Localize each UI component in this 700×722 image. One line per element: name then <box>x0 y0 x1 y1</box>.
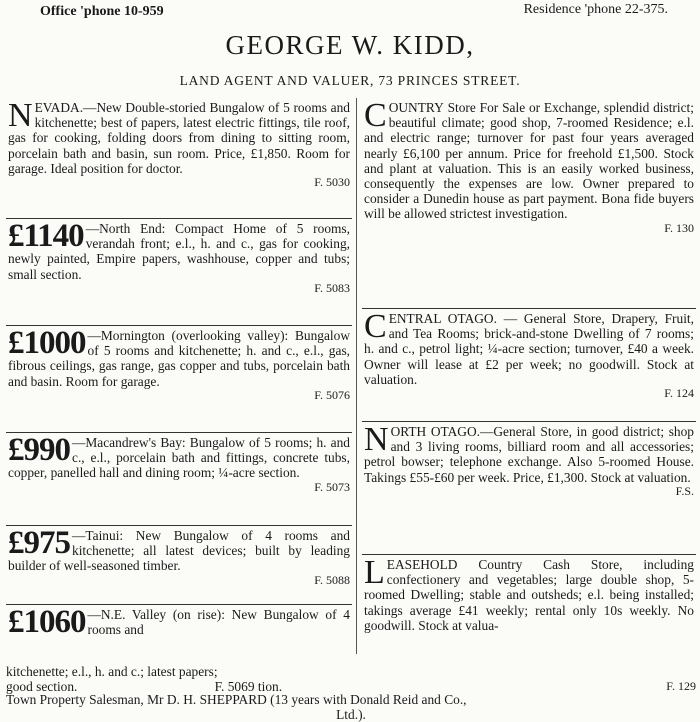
drop-cap: N <box>8 102 35 130</box>
listing-leasehold-store <box>362 555 696 669</box>
listing-body: —Macandrew's Bay: Bungalow of 5 rooms; h. and c., e.l., porcelain bath and fittings, concrete tubs, copper, panelled hall and dining room; ¼-acre section. <box>8 435 350 480</box>
listing-lead: EVADA. <box>35 100 83 115</box>
listing-price: £990 <box>8 435 72 465</box>
listing-body: —General Store, in good district; shop and 3 living rooms, billiard room and all accessories; petrol bowser; telephone exchange. Also 5-roomed House. Takings £55-£60 per week. Price, £1,300. Stock at valuation. <box>364 424 694 485</box>
right-column <box>362 98 696 669</box>
listing-body: — General Store, Drapery, Fruit, and Tea Rooms; brick-and-stone Dwelling of 7 rooms; h. and c., petrol light; ¼-acre section; turnover, £40 a week. Owner will lease at £2 per week; no goodwill. Stock at valuation. <box>364 311 694 387</box>
listing-ref: F. 130 <box>364 222 694 235</box>
listing-price: £975 <box>8 528 72 558</box>
listing-price: £1060 <box>8 607 88 637</box>
listing-ref: F. 5030 <box>8 176 350 189</box>
ne-valley-ref: F. 5069 <box>215 679 255 694</box>
listing-lead: ORTH OTAGO. <box>391 424 480 439</box>
listing-ref: F. 5083 <box>8 282 350 295</box>
agent-name: GEORGE W. KIDD, <box>0 30 700 61</box>
residence-phone: Residence 'phone 22-375. <box>524 2 668 18</box>
salesman-footer <box>6 693 696 722</box>
footer-line-1: Town Property Salesman, Mr D. H. SHEPPARD (13 years with Donald Reid and Co., <box>6 693 696 708</box>
leasehold-continued: tion. <box>258 679 282 694</box>
listing-macandrews-bay <box>6 433 352 526</box>
listing-ref: F. 5073 <box>8 481 350 494</box>
agent-subtitle: LAND AGENT AND VALUER, 73 PRINCES STREET. <box>0 73 700 89</box>
listing-north-end <box>6 219 352 326</box>
listing-continuations <box>6 664 696 694</box>
listing-body: —New Double-storied Bungalow of 5 rooms and kitchenette; best of papers, latest electric fittings, tile roof, gas for cooking, folding doors from dining to sitting room, porcelain bath and basin, sun room. Price, £1,850. Room for garage. Ideal position for doctor. <box>8 100 350 176</box>
listing-north-otago <box>362 422 696 555</box>
listing-body: —Mornington (overlooking valley): Bungalow of 5 rooms and kitchenette; h. and c., e.l., gas, fibrous ceilings, gas range, gas copper and tubs, porcelain bath and basin. Room for garage. <box>8 328 350 389</box>
listing-lead: OUNTRY <box>389 100 444 115</box>
drop-cap: C <box>364 313 389 341</box>
column-divider <box>356 98 357 654</box>
listing-body: Store For Sale or Exchange, splendid district; beautiful climate; good shop, 7-roomed Residence; e.l. and electric range; turnover for past four years averaged nearly £6,100 per annum. Price for freehold £1,500. Stock and plant at valuation. This is an easily worked business, consequently the expenses are low. Owner prepared to consider a Dunedin house as part payment. Bona fide buyers will be allowed strictest investigation. <box>364 100 694 221</box>
listing-country-store <box>362 98 696 309</box>
listing-nevada <box>6 98 352 219</box>
listing-ref: F. 5088 <box>8 574 350 587</box>
phone-header <box>0 2 700 24</box>
leasehold-ref: F. 129 <box>666 679 696 694</box>
listing-body: —N.E. Valley (on rise): New Bungalow of 4 rooms and <box>88 607 351 637</box>
listing-price: £1140 <box>8 221 86 251</box>
ne-valley-continued: kitchenette; e.l., h. and c.; latest papers; <box>6 664 218 679</box>
ne-valley-section: good section. <box>6 679 77 694</box>
listing-body: Country Cash Store, including confectionery and vegetables; large double shop, 5-roomed Dwelling; stable and outsheds; e.l. being installed; takings average £41 weekly; rental only 10s weekly. No goodwill. Stock at valua- <box>364 557 694 633</box>
listing-lead: EASEHOLD <box>387 557 458 572</box>
listing-central-otago <box>362 309 696 422</box>
listing-lead: ENTRAL OTAGO. <box>389 311 497 326</box>
listing-ref: F. 5076 <box>8 389 350 402</box>
listing-body: —North End: Compact Home of 5 rooms, verandah front; e.l., h. and c., gas for cooking, newly painted, Empire papers, washhouse, copper and tubs; small section. <box>8 221 350 282</box>
continuation-line-1 <box>6 664 696 679</box>
office-phone: Office 'phone 10-959 <box>40 4 164 20</box>
drop-cap: L <box>364 559 387 587</box>
listing-mornington <box>6 326 352 433</box>
listing-ref: F. 124 <box>364 387 694 400</box>
drop-cap: C <box>364 102 389 130</box>
left-column <box>6 98 352 667</box>
listing-ref: F.S. <box>364 485 694 498</box>
footer-line-2: Ltd.). <box>6 708 696 722</box>
drop-cap: N <box>364 426 391 454</box>
listing-price: £1000 <box>8 328 88 358</box>
listing-ne-valley <box>6 605 352 667</box>
listing-body: —Tainui: New Bungalow of 4 rooms and kitchenette; all latest devices; built by leading builder of well-seasoned timber. <box>8 528 350 573</box>
listing-tainui <box>6 526 352 605</box>
